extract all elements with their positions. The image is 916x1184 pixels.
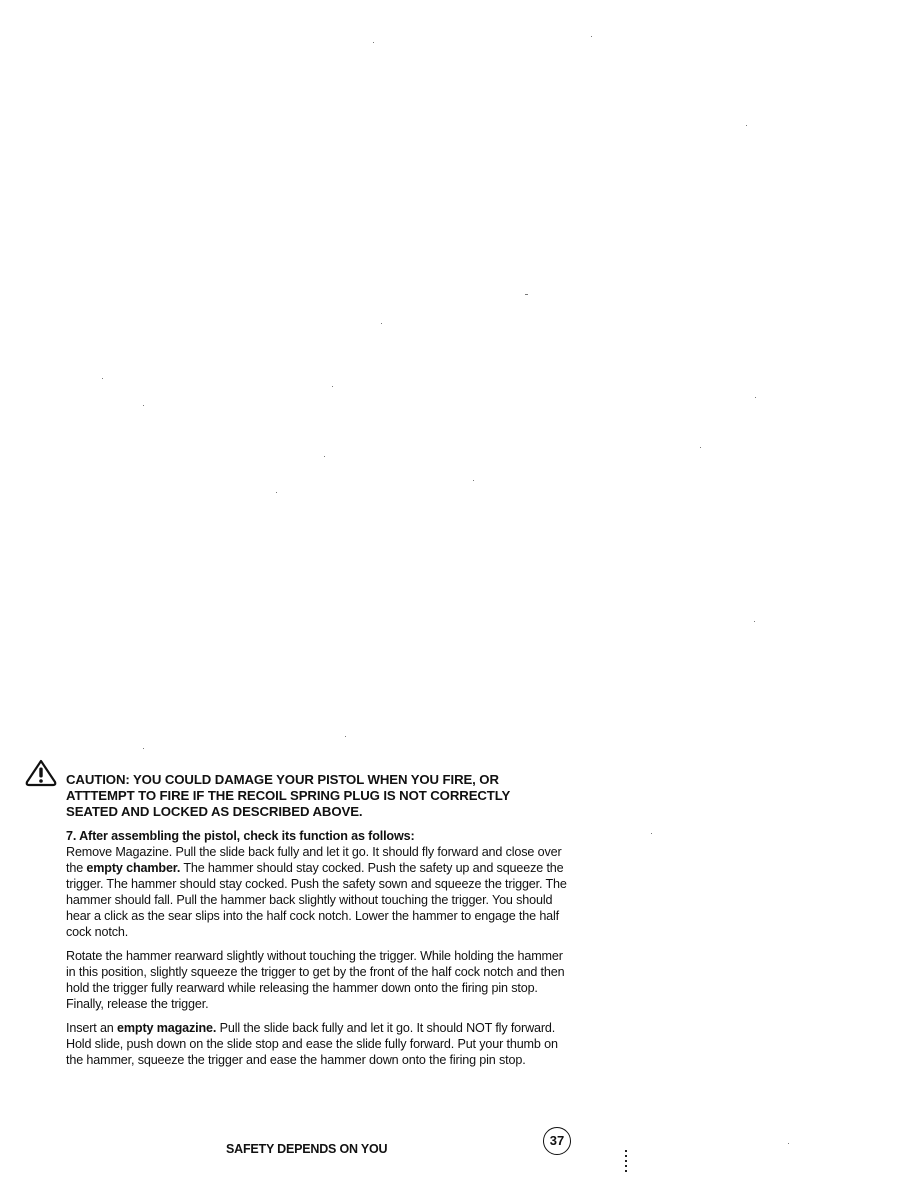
function-check-paragraph-1	[66, 844, 571, 940]
scan-speck	[755, 397, 756, 398]
scan-speck	[700, 447, 701, 448]
caution-line-1: CAUTION: YOU COULD DAMAGE YOUR PISTOL WHEN YOU FIRE, OR	[66, 772, 499, 787]
warning-triangle-icon	[24, 758, 58, 788]
p3-text-a: Insert an	[66, 1021, 118, 1035]
scan-speck	[143, 405, 144, 406]
caution-notice	[66, 772, 566, 820]
function-check-paragraph-2: Rotate the hammer rearward slightly without touching the trigger. While holding the hammer in this position, slightly squeeze the trigger to get by the front of the half cock notch and then hold the trigger fully rearward while releasing the hammer down onto the firing pin stop. Finally, release the trigger.	[66, 949, 565, 1011]
function-check-paragraph-3	[66, 1020, 571, 1068]
scan-speck	[788, 1143, 789, 1144]
scan-speck	[746, 125, 747, 126]
scan-speck	[754, 621, 755, 622]
p1-text-b: The hammer should stay cocked. Push the safety up and squeeze the trigger. The hammer should stay cocked. Push the safety sown and squeeze the trigger. The hammer should fall. Pull the hammer back slightly without touching the trigger. You should hear a click as the sear slips into the half cock notch. Lower the hammer to engage the half cock notch.	[66, 861, 567, 939]
scan-speck	[525, 294, 528, 295]
scan-speck	[143, 748, 144, 749]
caution-line-2: ATTTEMPT TO FIRE IF THE RECOIL SPRING PLUG IS NOT CORRECTLY	[66, 788, 511, 803]
scan-speck	[102, 378, 103, 379]
scan-speck	[373, 42, 374, 43]
scan-speck	[345, 736, 346, 737]
scan-edge-mark	[625, 1150, 627, 1174]
p1-text-a: Remove Magazine. Pull the slide back fully and let it go. It should fly forward and close over the	[66, 845, 562, 875]
scan-speck	[473, 480, 474, 481]
page-number: 37	[543, 1127, 571, 1155]
scan-speck	[591, 36, 592, 37]
step-7-heading: 7. After assembling the pistol, check its function as follows:	[66, 829, 415, 843]
p3-text-b: Pull the slide back fully and let it go. It should NOT fly forward. Hold slide, push down on the slide stop and ease the slide fully forward. Put your thumb on the hammer, squeeze the trigger and ease the hammer down onto the firing pin stop.	[66, 1021, 558, 1067]
scan-speck	[332, 386, 333, 387]
scan-speck	[324, 456, 325, 457]
scan-speck	[651, 833, 652, 834]
p1-bold-empty-chamber: empty chamber.	[86, 861, 181, 875]
p3-bold-empty-magazine: empty magazine.	[117, 1021, 217, 1035]
caution-line-3: SEATED AND LOCKED AS DESCRIBED ABOVE.	[66, 804, 363, 819]
scan-speck	[276, 492, 277, 493]
step-7-section	[66, 828, 571, 1076]
scan-speck	[381, 323, 382, 324]
footer-slogan: SAFETY DEPENDS ON YOU	[226, 1142, 388, 1156]
